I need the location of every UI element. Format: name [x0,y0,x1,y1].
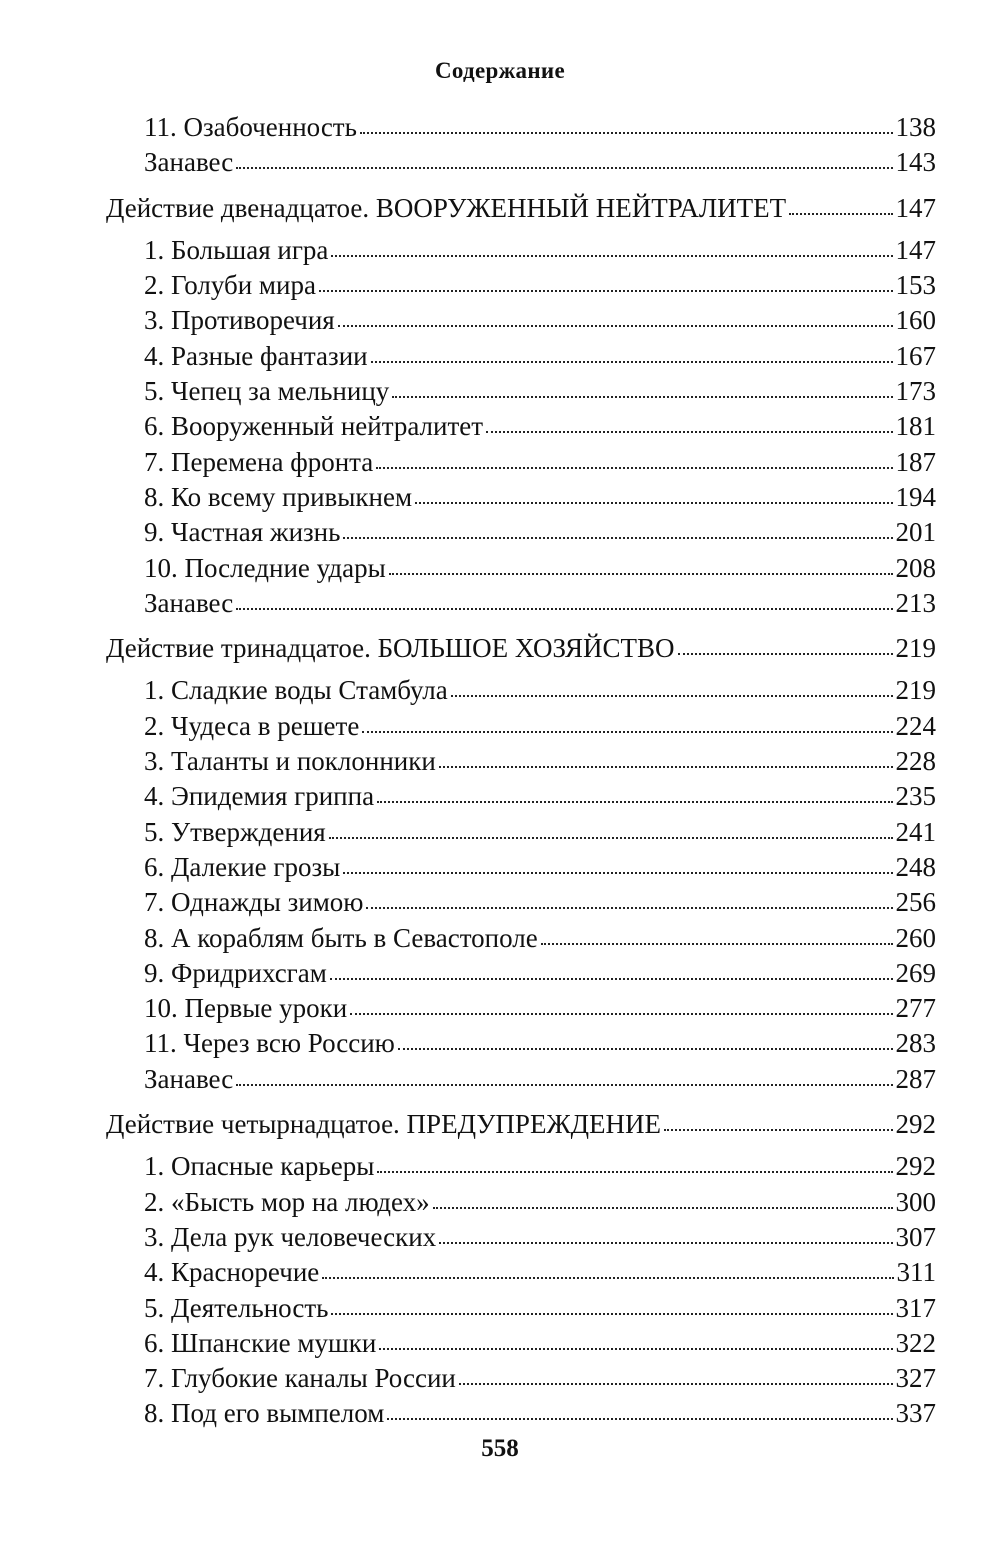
toc-entry-page: 228 [895,746,936,777]
toc-act-entry [106,1107,936,1142]
toc-chapter-entry [106,1062,936,1097]
dot-leader [377,801,892,803]
toc-entry-title: 5. Деятельность [144,1292,329,1323]
dot-leader [331,255,892,257]
toc-entry-page: 292 [895,1151,936,1182]
dot-leader [433,1207,893,1209]
toc-chapter-entry [106,480,936,515]
dot-leader [389,573,893,575]
toc-entry-title: 7. Перемена фронта [144,446,374,477]
toc-entry-page: 187 [895,446,936,477]
toc-entry-page: 143 [895,147,936,178]
toc-entry-title: 3. Дела рук человеческих [144,1221,437,1252]
toc-entry-page: 153 [895,270,936,301]
toc-entry-title: 6. Вооруженный нейтралитет [144,411,484,442]
dot-leader [236,1084,892,1086]
toc-chapter-entry [106,1326,936,1361]
toc-chapter-entry [106,303,936,338]
toc-chapter-entry [106,673,936,708]
toc-chapter-entry [106,1185,936,1220]
dot-leader [392,396,892,398]
toc-entry-page: 213 [895,587,936,618]
toc-entry-title: 10. Последние удары [144,552,386,583]
toc-entry-page: 292 [895,1109,936,1140]
toc-entry-page: 235 [895,781,936,812]
toc-chapter-entry [106,1361,936,1396]
dot-leader [236,167,892,169]
toc-entry-title: 6. Далекие грозы [144,851,341,882]
dot-leader [387,1418,892,1420]
toc-entry-title: 5. Утверждения [144,816,326,847]
toc-chapter-entry [106,233,936,268]
toc-entry-title: Действие двенадцатое. ВООРУЖЕННЫЙ НЕЙТРАЛИТЕТ [106,192,787,223]
toc-entry-page: 194 [895,481,936,512]
toc-entry-title: 9. Частная жизнь [144,517,341,548]
toc-act-entry [106,631,936,666]
toc-chapter-entry [106,709,936,744]
toc-chapter-entry [106,268,936,303]
dot-leader [343,537,892,539]
toc-chapter-entry [106,885,936,920]
dot-leader [362,731,892,733]
toc-entry-title: 1. Сладкие воды Стамбула [144,675,448,706]
toc-entry-page: 287 [895,1063,936,1094]
dot-leader [377,1171,892,1173]
dot-leader [343,872,892,874]
toc-chapter-entry [106,110,936,145]
toc-entry-title: 4. Эпидемия гриппа [144,781,375,812]
toc-entry-title: 11. Через всю Россию [144,1028,395,1059]
dot-leader [541,943,893,945]
toc-entry-title: 10. Первые уроки [144,993,348,1024]
dot-leader [379,1348,892,1350]
toc-chapter-entry [106,445,936,480]
toc-entry-title: Действие четырнадцатое. ПРЕДУПРЕЖДЕНИЕ [106,1109,662,1140]
dot-leader [366,907,892,909]
dot-leader [459,1383,893,1385]
toc-entry-page: 283 [895,1028,936,1059]
toc-entry-page: 317 [895,1292,936,1323]
toc-entry-page: 277 [895,993,936,1024]
toc-entry-title: 3. Таланты и поклонники [144,746,436,777]
toc-entry-page: 219 [895,675,936,706]
dot-leader [439,1242,892,1244]
toc-chapter-entry [106,1149,936,1184]
toc-entry-page: 248 [895,851,936,882]
toc-entry-page: 269 [895,957,936,988]
toc-chapter-entry [106,779,936,814]
toc-chapter-entry [106,145,936,180]
toc-entry-page: 219 [895,633,936,664]
toc-entry-title: 6. Шпанские мушки [144,1327,377,1358]
dot-leader [376,467,892,469]
toc-chapter-entry [106,991,936,1026]
toc-entry-title: Занавес [144,587,234,618]
toc-chapter-entry [106,586,936,621]
dot-leader [664,1129,892,1131]
toc-chapter-entry [106,1026,936,1061]
toc-chapter-entry [106,815,936,850]
toc-chapter-entry [106,956,936,991]
toc-entry-title: 7. Однажды зимою [144,887,364,918]
page-title: Содержание [435,58,565,83]
toc-entry-page: 241 [895,816,936,847]
toc-entry-page: 300 [895,1186,936,1217]
toc-chapter-entry [106,515,936,550]
toc-entry-title: 1. Опасные карьеры [144,1151,375,1182]
toc-entry-page: 147 [895,234,936,265]
toc-chapter-entry [106,374,936,409]
toc-chapter-entry [106,1220,936,1255]
dot-leader [236,608,892,610]
toc-entry-title: 7. Глубокие каналы России [144,1363,456,1394]
table-of-contents [106,110,936,1432]
page-number: 558 [481,1435,519,1462]
toc-entry-page: 322 [895,1327,936,1358]
toc-entry-page: 327 [895,1363,936,1394]
dot-leader [319,290,893,292]
toc-entry-page: 307 [895,1221,936,1252]
toc-entry-page: 311 [896,1257,936,1288]
toc-entry-title: 8. Под его вымпелом [144,1398,385,1429]
toc-entry-page: 337 [895,1398,936,1429]
toc-chapter-entry [106,850,936,885]
toc-chapter-entry [106,921,936,956]
toc-chapter-entry [106,409,936,444]
toc-entry-title: Занавес [144,147,234,178]
toc-entry-page: 181 [895,411,936,442]
toc-chapter-entry [106,1396,936,1431]
dot-leader [398,1048,893,1050]
toc-entry-title: Занавес [144,1063,234,1094]
toc-entry-page: 260 [895,922,936,953]
dot-leader [360,132,893,134]
toc-entry-title: 8. Ко всему привыкнем [144,481,413,512]
toc-entry-title: 2. «Бысть мор на людех» [144,1186,430,1217]
toc-entry-title: 4. Красноречие [144,1257,320,1288]
dot-leader [486,431,892,433]
toc-entry-page: 224 [895,710,936,741]
toc-entry-title: 3. Противоречия [144,305,335,336]
toc-entry-page: 167 [895,340,936,371]
toc-entry-title: 8. А кораблям быть в Севастополе [144,922,538,953]
dot-leader [338,325,893,327]
toc-chapter-entry [106,1255,936,1290]
toc-entry-page: 201 [895,517,936,548]
toc-entry-page: 147 [895,192,936,223]
toc-chapter-entry [106,551,936,586]
toc-entry-page: 160 [895,305,936,336]
dot-leader [330,978,893,980]
toc-entry-title: 11. Озабоченность [144,112,357,142]
toc-chapter-entry [106,1291,936,1326]
toc-chapter-entry [106,744,936,779]
toc-chapter-entry [106,339,936,374]
toc-entry-title: 5. Чепец за мельницу [144,376,390,407]
toc-act-entry [106,191,936,226]
dot-leader [331,1313,892,1315]
toc-entry-title: 2. Чудеса в решете [144,710,360,741]
toc-entry-page: 256 [895,887,936,918]
toc-entry-title: 4. Разные фантазии [144,340,368,371]
toc-entry-title: Действие тринадцатое. БОЛЬШОЕ ХОЗЯЙСТВО [106,633,675,664]
toc-entry-page: 138 [895,112,936,142]
dot-leader [371,361,893,363]
toc-entry-title: 9. Фридрихсгам [144,957,327,988]
dot-leader [678,653,893,655]
toc-entry-title: 2. Голуби мира [144,270,316,301]
toc-entry-page: 173 [895,376,936,407]
dot-leader [439,766,893,768]
toc-entry-title: 1. Большая игра [144,234,329,265]
dot-leader [789,213,892,215]
dot-leader [329,837,893,839]
dot-leader [322,1277,893,1279]
dot-leader [350,1013,892,1015]
toc-entry-page: 208 [895,552,936,583]
dot-leader [451,695,893,697]
dot-leader [415,502,892,504]
